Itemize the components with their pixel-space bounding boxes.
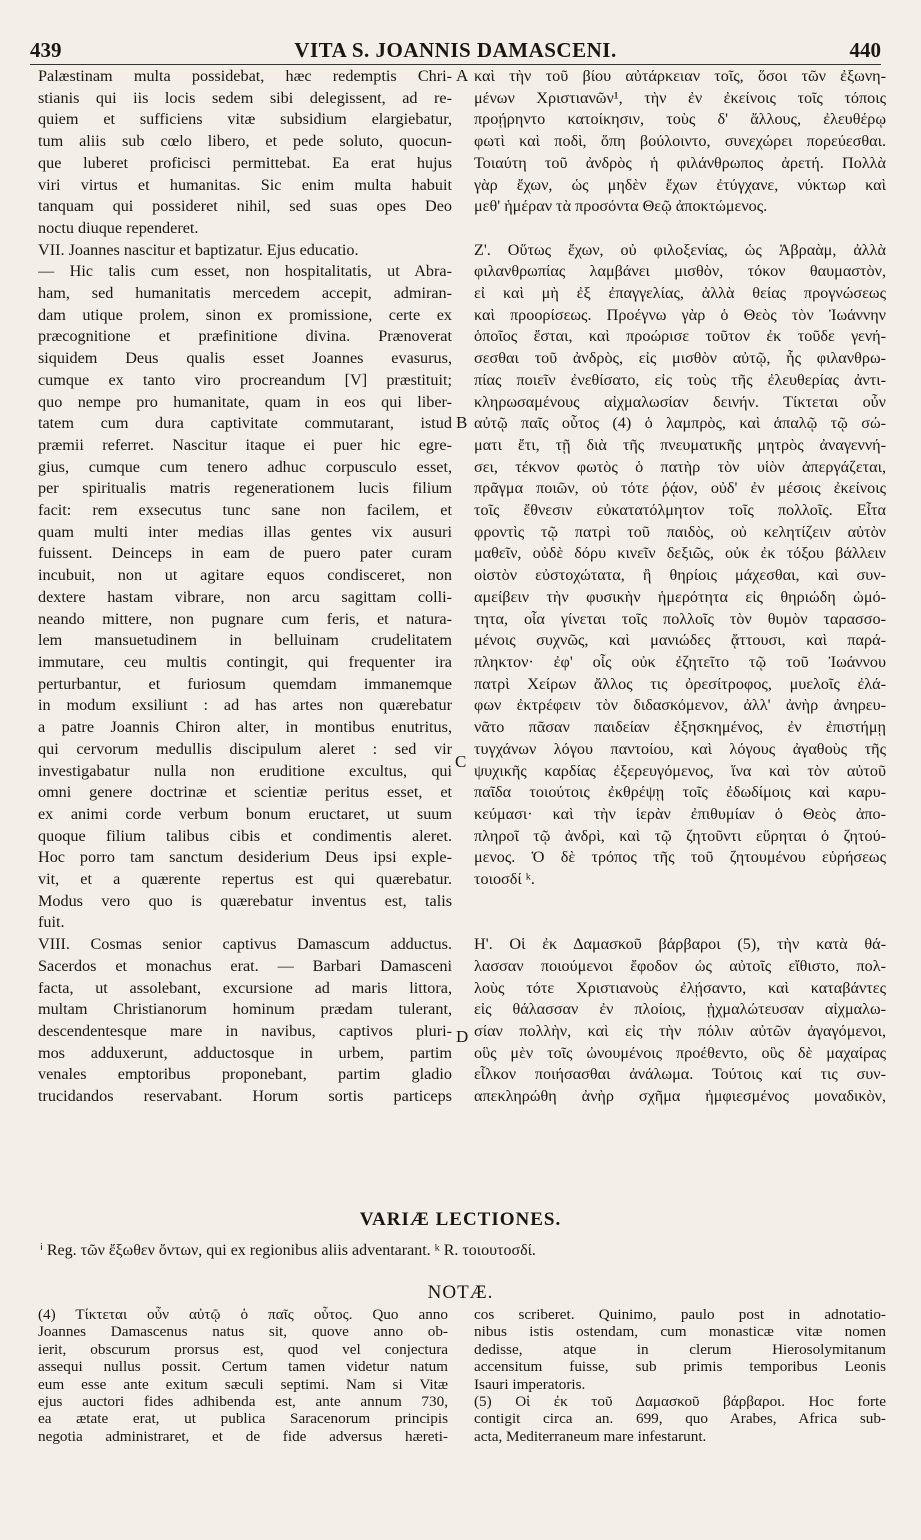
latin-text-line: perturbantur, et furiosum quemdam immanemque — [38, 674, 452, 693]
latin-text-line: neando mittere, non pugnare cum feris, et natura- — [38, 609, 452, 628]
note-line: dedisse, atque in clerum Hierosolymitanum — [474, 1340, 886, 1358]
latin-text-line: tanquam qui possideret nihil, sed suas opes Deo — [38, 197, 452, 216]
greek-text-line: εἷλκον ποιήσασθαι ἀνάλωμα. Τούτοις καί τις συν- — [474, 1065, 886, 1084]
greek-text-line: παῖδα τοιούτοις ἐκθρέψῃ τοῖς ἐδωδίμοις καὶ καρυ- — [474, 783, 886, 802]
greek-text-line: πληκτον· ἐφ' οἷς οὐκ ἐζητεῖτο τῷ τοῦ Ἰωάννου — [474, 652, 886, 671]
greek-text-line: σεσθαι τοῦ ἀνδρὸς, εἰς μισθὸν αὐτῷ, ἧς φιλανθρω- — [474, 349, 886, 368]
notae-heading: NOTÆ. — [427, 1282, 494, 1303]
note-line: cos scriberet. Quinimo, paulo post in adnotatio- — [474, 1306, 886, 1323]
note-line: Isauri imperatoris. — [474, 1375, 586, 1393]
greek-text-line — [474, 912, 886, 934]
greek-text-line: τοῖς ἔθνεσιν εὐκατατόλμητον τοῖς πολλοῖς. Εἶτα — [474, 501, 886, 520]
latin-text-line: qui cervorum medullis discipulum aleret : sed vir — [38, 739, 452, 758]
latin-text-line: a patre Joannis Chiron alter, in montibus enutritus, — [38, 718, 452, 737]
latin-text-line: noctu diuque rependeret. — [38, 218, 199, 237]
latin-text-line: cumque ex tanto viro procreandum [V] præstituit; — [38, 370, 452, 389]
greek-text-line: πληροῖ τῷ ἀνδρὶ, καὶ τῷ ζητοῦντι εὕρηται ὁ ζητού- — [474, 826, 886, 845]
greek-text-line — [474, 891, 886, 913]
note-line: acta, Mediterraneum mare infestarunt. — [474, 1427, 707, 1445]
latin-column — [38, 66, 452, 1108]
greek-column — [474, 66, 886, 1108]
greek-text-line: πίας ποιεῖν ἐνεθίσατο, εἰς τοὺς τῆς ἐλευθερίας ἀντι- — [474, 370, 886, 389]
note-line: nibus istis ostendam, cum monasticæ vitæ nomen — [474, 1323, 886, 1341]
note-line: accensitum fuisse, sub primis temporibus Leonis — [474, 1358, 886, 1376]
greek-text-line: φιλανθρωπίας λαμβάνει μισθὸν, τόκον θαυμαστὸν, — [474, 262, 886, 281]
latin-text-line: Modus vero quo is quærebatur inventus est, talis — [38, 891, 452, 910]
latin-text-line: trucidandos reservabant. Horum sortis particeps — [38, 1087, 452, 1106]
greek-text-line: τυγχάνων λόγου παντοίου, καὶ λόγους ἀγαθοὺς τῆς — [474, 739, 886, 758]
greek-text-line: σίαν πολλὴν, καὶ εἰς τὴν πόλιν αὐτῶν ἀγαγόμενοι, — [474, 1021, 886, 1040]
greek-text-line: μένοις συχνῶς, καὶ μανιώδες ᾄττουσι, καὶ παρά- — [474, 631, 886, 650]
greek-text-line: φων ἐκτρέφειν τὸν διδασκόμενον, ἀλλ' ἀνὴρ ἀνηρευ- — [474, 696, 886, 715]
latin-text-line: Hoc porro tam sanctum desiderium Deus ipsi exple- — [38, 848, 452, 867]
latin-text-line: stianis qui iis locis sedem sibi delegissent, ad re- — [38, 88, 452, 107]
column-marker-a: A — [456, 66, 469, 85]
greek-text-line: καὶ προορίσεως. Προέγνω γὰρ ὁ Θεὸς τὸν Ἰωάννην — [474, 305, 886, 324]
variae-lectiones-heading: VARIÆ LECTIONES. — [359, 1209, 562, 1230]
latin-text-line: dextere hastam vibrare, non arcu sagittam colli- — [38, 587, 452, 606]
note-line: (4) Τίκτεται οὖν αὐτῷ ὁ παῖς οὗτος. Quo anno — [38, 1306, 448, 1323]
note-line: eum esse ante exitum sæculi septimi. Nam si Vitæ — [38, 1375, 448, 1393]
greek-text-line: τοιοσδί ᵏ. — [474, 870, 535, 889]
greek-text-line: οἰστὸν εὐστοχώτατα, ἢ θηρίοις μάχεσθαι, καὶ συν- — [474, 566, 886, 585]
latin-text-line: incubuit, non ut agitare equos condisceret, non — [38, 566, 452, 585]
note-line: ierit, obscurum prorsus est, quod vel conjectura — [38, 1340, 448, 1358]
latin-text-line: investigabatur nulla non eruditione excultus, qui — [38, 761, 452, 780]
greek-text-line: σει, τέκνον φωτὸς ὁ πατὴρ τὸν υἱὸν ἀπεργάζεται, — [474, 457, 886, 476]
greek-text-line: φωτὶ καὶ ποδὶ, ὅπη βούλοιντο, συνεχώρει πορεύεσθαι. — [474, 132, 886, 151]
notes-right-column — [474, 1306, 886, 1445]
greek-text-line: νᾶτο πᾶσαν παιδείαν ἐξησκημένος, ἐν ἐπιστήμῃ — [474, 718, 886, 737]
greek-text-line: καὶ τὴν τοῦ βίου αὐτάρκειαν τοῖς, ὅσοι τῶν ἐξωνη- — [474, 67, 886, 85]
greek-text-line: πατρὶ Χείρων ἄλλος τις ὀρεσίτροφος, μυελοῖς ἐλά- — [474, 674, 886, 693]
greek-text-line: γὰρ ἔχων, ὡς μηδὲν ἔχων ἐτύγχανε, νύκτωρ καὶ — [474, 175, 886, 194]
greek-text-line: ματι ἔτι, τῇ διὰ τῆς πνευματικῆς μητρὸς ἀναγεννή- — [474, 435, 886, 454]
greek-text-line: μαθεῖν, οὐδὲ δόρυ κινεῖν δεξιῶς, οὐκ ἐκ τόξου βάλλειν — [474, 544, 886, 563]
note-line: ea ætate erat, ut publica Saracenorum principis — [38, 1410, 448, 1428]
latin-text-line: descendentesque mare in navibus, captivos pluri- — [38, 1021, 452, 1040]
greek-text-line: μεθ' ἡμέραν τὰ προσόντα Θεῷ ἀποκτώμενος. — [474, 197, 768, 216]
latin-text-line: vit, et a quærente repertus est qui quærebatur. — [38, 870, 452, 889]
greek-text-line: τητα, οἷα γίνεται τοῖς πολλοῖς τὸν θυμὸν ταρασσο- — [474, 609, 886, 628]
latin-text-line: gius, cumque cum tenero adhuc corpusculo esset, — [38, 457, 452, 476]
greek-text-line: λασσαν ποιούμενοι ἔφοδον ὡς αὐτοῖς εἴθιστο, πολ- — [474, 956, 886, 975]
greek-text-line: φροντὶς τῷ πατρὶ τοῦ παιδὸς, οὐ κελητίζειν αὐτὸν — [474, 522, 886, 541]
latin-text-line: quam multi inter medias illas gentes vix ausuri — [38, 522, 452, 541]
column-marker-d: D — [456, 1027, 469, 1046]
note-line: (5) Οἱ ἐκ τοῦ Δαμασκοῦ βάρβαροι. Hoc forte — [474, 1393, 886, 1411]
note-line: contigit circa an. 699, quo Arabes, Africa sub- — [474, 1410, 886, 1428]
latin-text-line: tatem cum dura captivitate commutarant, istud — [38, 414, 452, 433]
notes-left-column — [38, 1306, 448, 1445]
latin-text-line: Sacerdos et monachus erat. — Barbari Damasceni — [38, 956, 452, 975]
latin-text-line: facta, ut assolebant, excursione ad maris littora, — [38, 978, 452, 997]
latin-text-line: in modum exsiliunt : ad has artes non quærebatur — [38, 696, 452, 715]
greek-text-line: αὐτῷ παῖς οὗτος (4) ὁ λαμπρὸς, καὶ ἁπαλῷ τῷ σώ- — [474, 414, 886, 433]
latin-text-line: — Hic talis cum esset, non hospitalitatis, ut Abra- — [38, 262, 452, 281]
latin-text-line: præcognitione et præfinitione divina. Prænoverat — [38, 327, 452, 346]
latin-text-line: siquidem Deus qualis esset Joannes evasurus, — [38, 349, 452, 368]
latin-text-line: fuit. — [38, 913, 65, 932]
latin-text-line: immutare, ceu multis contingit, qui frequenter ira — [38, 652, 452, 671]
latin-text-line: facit: rem exsecutus tunc sane non facilem, et — [38, 501, 452, 520]
greek-text-line: Ζ'. Οὕτως ἔχων, οὐ φιλοξενίας, ὡς Ἀβραὰμ, ἀλλὰ — [474, 240, 886, 259]
latin-text-line: ham, sed humanitatis mercedem accepit, admiran- — [38, 284, 452, 303]
latin-text-line: que luberet proficisci permittebat. Ea erat hujus — [38, 153, 452, 172]
note-line: Joannes Damascenus natus sit, quove anno ob- — [38, 1323, 448, 1341]
greek-text-line: κληρωσαμένους αἰχμαλωσίαν δεινήν. Τίκτεται οὖν — [474, 392, 886, 411]
latin-text-line: ex animi corde verbum bonum eructaret, ut suum — [38, 804, 452, 823]
latin-text-line: VII. Joannes nascitur et baptizatur. Ejus educatio. — [38, 240, 359, 259]
greek-text-line: απεκληρώθη ἀνὴρ σχῆμα ἠμφιεσμένος μοναδικὸν, — [474, 1087, 886, 1106]
greek-text-line: αμείβειν τὴν φυσικὴν ἡμερότητα εἰς θηριώδη ὠμό- — [474, 587, 886, 606]
note-line: assequi nullus possit. Certum tamen videtur natum — [38, 1358, 448, 1376]
greek-text-line: πρᾶγμα ποιῶν, οὐ τότε ῥᾴον, οὐδ' ἐν μέσοις ἐκείνοις — [474, 479, 886, 498]
column-marker-b: B — [456, 413, 468, 432]
greek-text-line: ὁποῖος ἔσται, καὶ προώρισε τοῦτον ἐκ τοῦδε γενή- — [474, 327, 886, 346]
latin-text-line: per spiritualis matris regenerationem lucis filium — [38, 479, 452, 498]
note-line: ejus auctori fides adhibenda est, ante annum 730, — [38, 1393, 448, 1411]
latin-text-line: lem mansuetudinem in belluinam crudelitatem — [38, 631, 452, 650]
greek-text-line: λοὺς τότε Χριστιανοὺς ἐλῄσαντο, καὶ καταβάντες — [474, 978, 886, 997]
greek-text-line: εἰς θάλασσαν ἐν πλοίοις, ᾐχμαλώτευσαν αἰχμαλω- — [474, 1000, 886, 1019]
latin-text-line: VIII. Cosmas senior captivus Damascum adductus. — [38, 935, 452, 954]
latin-text-line: dam utique prolem, sinon ex promissione, certe ex — [38, 305, 452, 324]
latin-text-line: tum aliis sub cœlo libero, et pede soluto, quocun- — [38, 132, 452, 151]
greek-text-line: Η'. Οἱ ἐκ Δαμασκοῦ βάρβαροι (5), τὴν κατὰ θά- — [474, 935, 886, 954]
greek-text-line: Τοιαύτη τοῦ ἀνδρὸς ἡ φιλάνθρωπος ἀρετή. Πολλὰ — [474, 153, 886, 172]
greek-text-line: μένων Χριστιανῶν¹, τὴν ἐν ἐκείνοις τοῖς τόποις — [474, 88, 886, 107]
page-number-right: 440 — [849, 38, 881, 62]
latin-text-line: omni genere doctrinæ et scientiæ peritus esset, et — [38, 783, 452, 802]
variae-lectiones-text: ⁱ Reg. τῶν ἔξωθεν ὄντων, qui ex regionibus aliis adventarant. ᵏ R. τοιουτοσδί. — [40, 1242, 536, 1259]
greek-text-line: οὓς μὲν τοῖς ὠνουμένοις προέθεντο, οὓς δὲ μαχαίρας — [474, 1043, 886, 1062]
latin-text-line: multam Christianorum hominum prædam tulerant, — [38, 1000, 452, 1019]
latin-text-line: quo nempe pro humanitate, quam in eos qui liber- — [38, 392, 452, 411]
greek-text-line: κεύμασι· καὶ τὴν ἱερὰν ἐπιθυμίαν ὁ Θεὸς ἀπο- — [474, 804, 886, 823]
greek-text-line: ψυχικῆς καρδίας ἐξερευγόμενος, ἵνα καὶ τὸν αὐτοῦ — [474, 761, 886, 780]
greek-text-line: προῄρηντο κατοίκησιν, τοὺς δ' ἄλλους, ἐλευθέρῳ — [474, 110, 886, 129]
greek-text-line — [474, 218, 886, 240]
greek-text-line: εἰ καὶ μὴ ἐξ ἐπαγγελίας, ἀλλὰ θείας προγνώσεως — [474, 284, 886, 303]
running-title: VITA S. JOANNIS DAMASCENI. — [294, 38, 617, 62]
latin-text-line: quoque filium talibus cibis et condimentis aleret. — [38, 826, 452, 845]
column-marker-c: C — [455, 752, 467, 771]
greek-text-line: μενος. Ὁ δὲ τρόπος τῆς τοῦ ζητουμένου εὑρήσεως — [474, 848, 886, 867]
latin-text-line: venales emptoribus proponebant, partim gladio — [38, 1065, 452, 1084]
latin-text-line: viri virtus et humanitas. Sic enim multa habuit — [38, 175, 452, 194]
page-number-left: 439 — [30, 38, 62, 62]
latin-text-line: mos adduxerunt, adductosque in urbem, partim — [38, 1043, 452, 1062]
latin-text-line: quiem et sufficiens vitæ subsidium elargiebatur, — [38, 110, 452, 129]
latin-text-line: præmii referret. Nascitur itaque ei puer hic egre- — [38, 435, 452, 454]
note-line: negotia administraret, et de fide adversus hæreti- — [38, 1427, 448, 1445]
running-header — [30, 38, 881, 64]
latin-text-line: Palæstinam multa possidebat, hæc redemptis Chri- — [38, 67, 452, 85]
latin-text-line: fuissent. Deinceps in eam de puero pater curam — [38, 544, 452, 563]
header-rule — [30, 64, 881, 65]
